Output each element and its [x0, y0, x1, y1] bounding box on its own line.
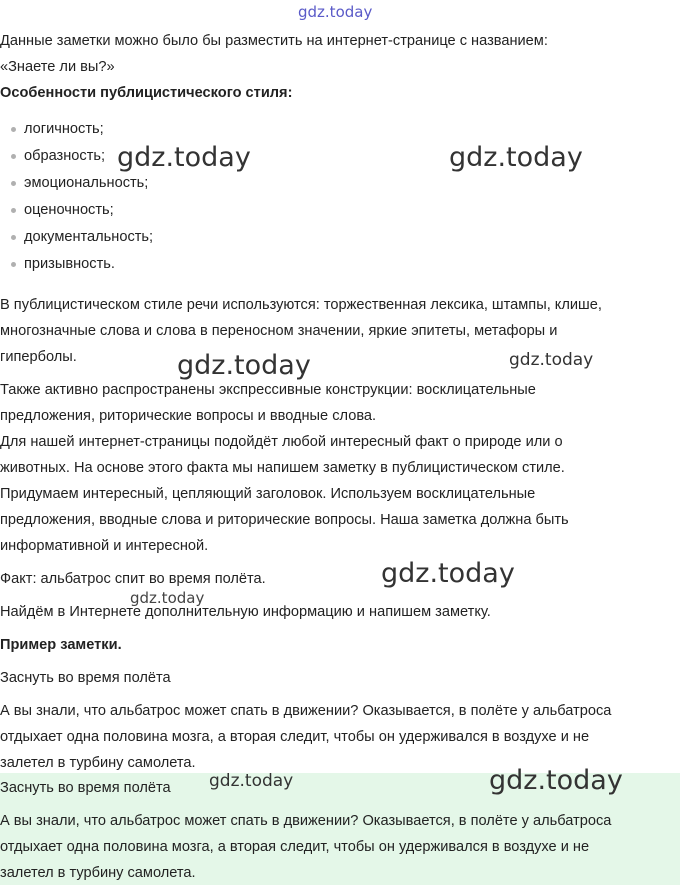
bullet-icon	[11, 262, 16, 267]
watermark: gdz.today	[209, 771, 294, 791]
list-item: эмоциональность;	[0, 170, 153, 197]
watermark: gdz.today	[177, 350, 311, 381]
watermark: gdz.today	[449, 142, 583, 173]
watermark: gdz.today	[509, 350, 594, 370]
watermark: gdz.today	[489, 765, 623, 796]
paragraph-line: гиперболы.	[0, 349, 77, 365]
features-heading: Особенности публицистического стиля:	[0, 85, 293, 101]
list-item: логичность;	[0, 116, 153, 143]
intro-line-2: «Знаете ли вы?»	[0, 59, 115, 75]
watermark-top: gdz.today	[298, 3, 373, 21]
example-body-line: залетел в турбину самолета.	[0, 755, 196, 771]
paragraph-line: Для нашей интернет-страницы подойдёт любой интересный факт о природе или о	[0, 434, 563, 450]
paragraph-line: предложения, риторические вопросы и вводные слова.	[0, 408, 377, 424]
paragraph-line: Также активно распространены экспрессивные конструкции: восклицательные	[0, 382, 536, 398]
paragraph-line: многозначные слова и слова в переносном значении, яркие эпитеты, метафоры и	[0, 323, 558, 339]
highlighted-title: Заснуть во время полёта	[0, 780, 171, 796]
highlighted-body-line: залетел в турбину самолета.	[0, 865, 196, 881]
paragraph-line: В публицистическом стиле речи используются: торжественная лексика, штампы, клише,	[0, 297, 602, 313]
intro-line-1: Данные заметки можно было бы разместить на интернет-странице с названием:	[0, 33, 548, 49]
list-item: оценочность;	[0, 197, 153, 224]
list-item: документальность;	[0, 224, 153, 251]
list-item: призывность.	[0, 251, 153, 278]
watermark: gdz.today	[130, 589, 205, 607]
bullet-icon	[11, 235, 16, 240]
paragraph-line: предложения, вводные слова и риторические вопросы. Наша заметка должна быть	[0, 512, 569, 528]
bullet-icon	[11, 181, 16, 186]
paragraph-line: информативной и интересной.	[0, 538, 209, 554]
paragraph-line: Придумаем интересный, цепляющий заголовок. Используем восклицательные	[0, 486, 536, 502]
fact-line: Факт: альбатрос спит во время полёта.	[0, 571, 266, 587]
bullet-icon	[11, 127, 16, 132]
search-line: Найдём в Интернете дополнительную информацию и напишем заметку.	[0, 604, 491, 620]
features-list	[0, 116, 153, 278]
example-title: Заснуть во время полёта	[0, 670, 171, 686]
watermark: gdz.today	[117, 142, 251, 173]
list-item: образность;	[0, 143, 153, 170]
bullet-icon	[11, 208, 16, 213]
bullet-icon	[11, 154, 16, 159]
watermark: gdz.today	[381, 558, 515, 589]
highlighted-body-line: А вы знали, что альбатрос может спать в движении? Оказывается, в полёте у альбатроса	[0, 813, 612, 829]
example-body-line: А вы знали, что альбатрос может спать в движении? Оказывается, в полёте у альбатроса	[0, 703, 612, 719]
example-heading: Пример заметки.	[0, 637, 122, 653]
highlighted-body-line: отдыхает одна половина мозга, а вторая следит, чтобы он удерживался в воздухе и не	[0, 839, 590, 855]
paragraph-line: животных. На основе этого факта мы напишем заметку в публицистическом стиле.	[0, 460, 565, 476]
example-body-line: отдыхает одна половина мозга, а вторая следит, чтобы он удерживался в воздухе и не	[0, 729, 590, 745]
